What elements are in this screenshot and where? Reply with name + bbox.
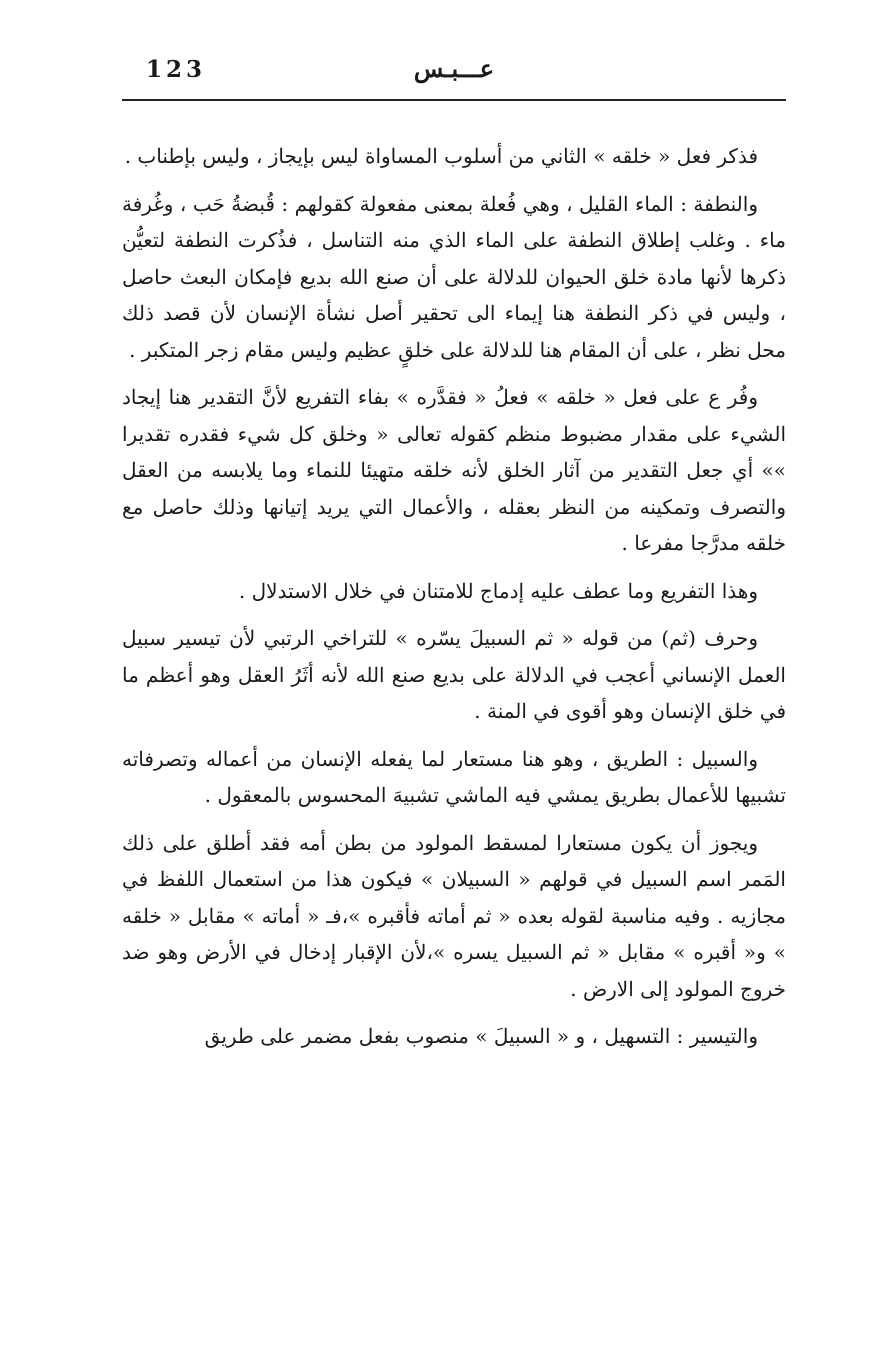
- paragraph: فذكر فعل « خلقه » الثاني من أسلوب المساواة ليس بإيجاز ، وليس بإطناب .: [124, 144, 758, 168]
- paragraph: وفُر ع على فعل « خلقه » فعلُ « فقدَّره » بفاء التفريع لأنَّ التقدير هنا إيجاد الشيء على مقدار مضبوط منظم كقوله تعالى « وخلق كل شيء فقدره تقديرا »» أي جعل التقدير من آثار الخلق لأنه خلقه متهيئا للنماء وما يلابسه من العقل والتصرف وتمكينه من النظر بعقله ، والأعمال التي يريد إتيانها وذلك حاصل مع خلقه مدرَّجا مفرعا .: [122, 385, 786, 555]
- paragraph: وهذا التفريع وما عطف عليه إدماج للامتنان في خلال الاستدلال .: [238, 578, 758, 603]
- paragraph: ويجوز أن يكون مستعارا لمسقط المولود من بطن أمه فقد أطلق على ذلك المَمر اسم السبيل في قولهم « السبيلان » فيكون هذا من استعمال اللفظ في مجازيه . وفيه مناسبة لقوله بعده « ثم أماته فأقبره »،فـ « أماته » مقابل « خلقه » و« أقبره » مقابل « ثم السبيل يسره »،لأن الإقبار إدخال في الأرض وهو ضد خروج المولود إلى الارض .: [122, 830, 786, 1001]
- body-text: [122, 138, 786, 1066]
- page-number: 123: [146, 56, 207, 83]
- paragraph: والنطفة : الماء القليل ، وهي فُعلة بمعنى مفعولة كقولهم : قُبضةُ حَب ، وغُرفة ماء . وغلب إطلاق النطفة على الماء الذي منه التناسل ، فذُكرت النطفة لتعيُّن ذكرها لأنها مادة خلق الحيوان للدلالة على أن صنع الله بديع فإمكان البعث حاصل ، وليس في ذكر النطفة هنا إيماء الى تحقير أصل نشأة الإنسان لأن قصد ذلك محل نظر ، على أن المقام هنا للدلالة على خلقٍ عظيم وليس مقام زجر المتكبر .: [122, 191, 786, 362]
- page-header: [122, 50, 786, 98]
- header-rule: [122, 99, 786, 101]
- paragraph: وحرف (ثم) من قوله « ثم السبيلَ يسّره » للتراخي الرتبي لأن تيسير سبيل العمل الإنساني أعجب في الدلالة على بديع صنع الله لأنه أثَرُ العقل وهو أعظم ما في خلق الإنسان وهو أقوى في المنة .: [122, 626, 786, 723]
- paragraph: والسبيل : الطريق ، وهو هنا مستعار لما يفعله الإنسان من أعماله وتصرفاته تشبيها للأعمال بطريق يمشي فيه الماشي تشبيهَ المحسوس بالمعقول .: [122, 746, 786, 807]
- paragraph: والتيسير : التسهيل ، و « السبيلَ » منصوب بفعل مضمر على طريق: [204, 1024, 758, 1048]
- running-title: عـــبـس: [413, 54, 495, 83]
